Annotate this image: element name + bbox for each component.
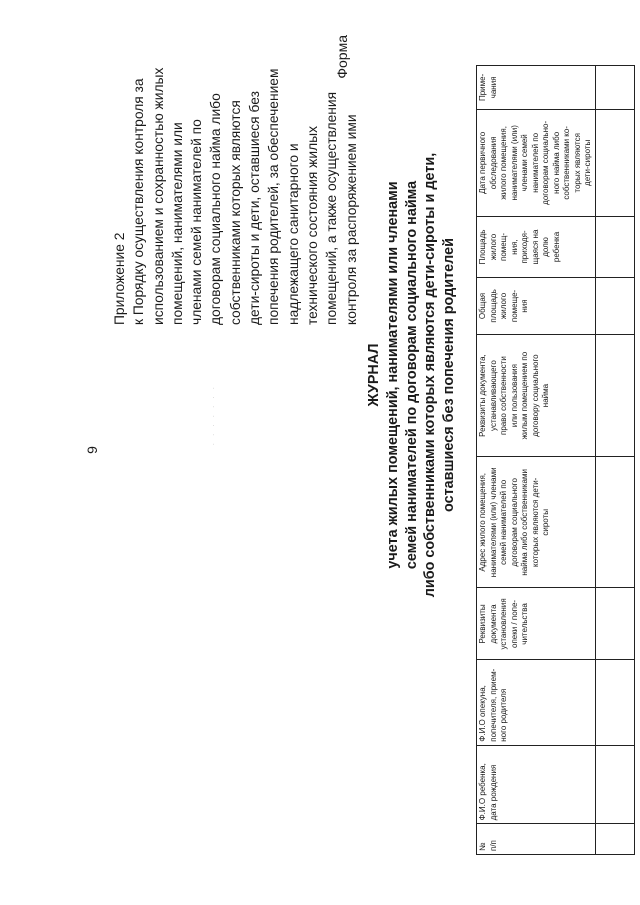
appendix-line: дети-сироты и дети, оставшиеся без [247, 91, 263, 325]
column-header-line: право собственности [499, 356, 508, 435]
column-header-line: торых являются [572, 133, 582, 193]
column-header-line: устанавливающего [488, 360, 498, 431]
column-header-line: членами семей [520, 134, 529, 192]
column-header-line: договорам социального [509, 478, 519, 567]
column-header-child-name [477, 745, 596, 824]
column-header-line: или пользования [509, 364, 519, 428]
column-header-line: долю [541, 237, 550, 257]
column-header-line: Площадь [478, 229, 487, 265]
table-cell [595, 660, 634, 745]
column-header-line: Общая [478, 292, 487, 320]
appendix-line: помещений, а также осуществления [324, 91, 340, 325]
column-header-child-share-area [477, 216, 596, 277]
column-header-line: Адрес жилого помещения, [478, 472, 487, 572]
column-header-line: найма [541, 383, 550, 408]
column-header-line: нанимателей по [530, 132, 540, 193]
column-header-inspection-date [477, 109, 596, 216]
column-header-line: жилым помещением по [520, 351, 529, 440]
column-header-line: Ф.И.О ребенка, [478, 763, 487, 821]
table-cell [595, 216, 634, 277]
appendix-line: договорам социального найма либо [208, 93, 224, 325]
column-header-line: п/п [488, 840, 498, 851]
column-header-line: опеки / попе- [509, 599, 519, 648]
appendix-block [110, 5, 361, 325]
journal-table [476, 65, 635, 855]
column-header-line: договору социального [530, 354, 540, 437]
appendix-line: к Порядку осуществления контроля за [131, 78, 147, 325]
column-header-line: установления [499, 598, 508, 650]
appendix-line: надлежащего санитарного и [285, 143, 301, 325]
column-header-address [477, 457, 596, 588]
table-cell [595, 334, 634, 456]
column-header-line: договорам социально- [541, 120, 550, 205]
journal-title-line: либо собственниками которых являются дети-сироты и дети, [422, 152, 439, 598]
column-header-line: жилого [499, 292, 508, 320]
column-header-line: ного найма либо [551, 131, 561, 194]
table-cell [595, 457, 634, 588]
scan-artifact-dots: . . . . . . . [210, 384, 216, 445]
column-header-line: Реквизиты [478, 604, 487, 644]
column-header-line: Реквизиты документа, [478, 354, 487, 437]
column-header-line: № [478, 842, 487, 851]
column-header-line: приходя- [520, 230, 529, 264]
form-label: Форма [334, 35, 350, 79]
column-header-total-area [477, 278, 596, 335]
journal-title [365, 145, 459, 605]
column-header-line: Ф.И.О опекуна, [478, 685, 487, 742]
column-header-number [477, 824, 596, 855]
column-header-ownership-document [477, 334, 596, 456]
column-header-line: семей нанимателей по [499, 479, 508, 565]
column-header-line: дата рождения [488, 764, 498, 821]
journal-title-line: оставшиеся без попечения родителей [441, 238, 458, 512]
page-number: 9 [84, 446, 100, 454]
column-header-line: сироты [541, 509, 550, 536]
column-header-line: обследования [488, 136, 498, 190]
appendix-line: использованием и сохранностью жилых [150, 67, 166, 325]
column-header-line: помещ- [499, 232, 508, 261]
column-header-line: помеще- [509, 289, 519, 323]
column-header-guardian-name [477, 660, 596, 745]
column-header-notes [477, 66, 596, 110]
column-header-line: собственниками ко- [562, 126, 571, 200]
column-header-line: жилого [488, 233, 498, 261]
column-header-line: Дата первичного [478, 131, 487, 194]
column-header-line: нанимателями (или) [509, 125, 519, 201]
journal-heading: ЖУРНАЛ [366, 343, 382, 407]
table-cell [595, 66, 634, 110]
column-header-line: ного родителя [499, 688, 508, 742]
table-cell [595, 278, 634, 335]
table-cell [595, 588, 634, 660]
appendix-line: собственниками которых являются [227, 100, 243, 325]
column-header-line: попечителя, прием- [488, 668, 498, 742]
column-header-line: ребенка [551, 231, 561, 263]
appendix-line: Приложение 2 [112, 232, 127, 325]
table-cell [595, 109, 634, 216]
column-header-line: документа [488, 604, 498, 644]
appendix-line: помещений, нанимателями или [169, 122, 185, 325]
appendix-line: попечения родителей, за обеспечением [266, 68, 282, 325]
column-header-line: жилого помещения, [499, 126, 508, 200]
column-header-line: площадь [488, 289, 498, 323]
table-cell [595, 824, 634, 855]
table-header-row [477, 66, 596, 855]
column-header-line: чительства [520, 603, 529, 645]
journal-title-line: семей нанимателей по договорам социального найма [403, 180, 420, 570]
column-header-guardianship-document [477, 588, 596, 660]
column-header-line: ния [520, 299, 529, 313]
column-header-line: дети-сироты [583, 139, 592, 186]
appendix-line: технического состояния жилых [304, 126, 320, 325]
journal-title-line: учета жилых помещений, нанимателями или членами [384, 181, 401, 569]
column-header-line: найма либо собственниками [520, 469, 529, 576]
appendix-line: контроля за распоряжением ими [343, 114, 359, 325]
column-header-line: нанимателями (или) членами [488, 467, 498, 578]
column-header-line: чания [488, 76, 498, 99]
column-header-line: щаяся на [530, 229, 540, 265]
column-header-line: которых являются дети- [530, 477, 540, 567]
table-cell [595, 745, 634, 824]
column-header-line: ния, [509, 239, 519, 255]
table-row [595, 66, 634, 855]
column-header-line: Приме- [478, 73, 487, 102]
appendix-line: членами семей нанимателей по [189, 119, 205, 325]
